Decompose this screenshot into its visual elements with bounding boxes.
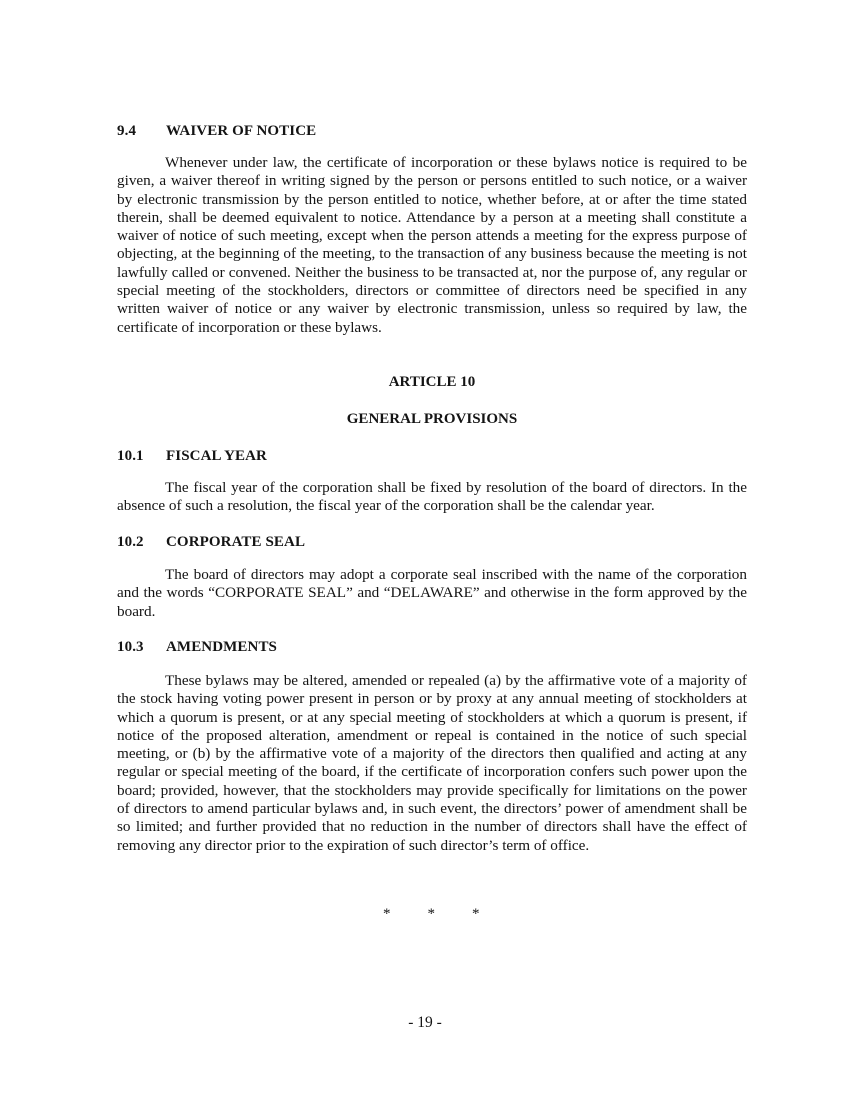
section-9-4-heading [117,123,316,140]
section-10-1-heading [117,448,267,465]
section-number: 10.3 [117,639,144,655]
article-label: ARTICLE 10 [388,374,476,390]
section-10-3-heading [117,639,277,656]
asterisk: * [427,906,435,922]
section-title: FISCAL YEAR [166,448,267,464]
section-10-3-body: These bylaws may be altered, amended or repealed (a) by the affirmative vote of a majority of the stock having voting power present in person or by proxy at any annual meeting of stockholders at which a quorum is present, or at any special meeting of stockholders at which a quorum is present, if notice of the proposed alteration, amendment or repeal is contained in the notice of such special meeting, or (b) by the affirmative vote of a majority of the directors then qualified and acting at any regular or special meeting of the board, if the certificate of incorporation confers such power upon the board; provided, however, that the stockholders may provide specifically for limitations on the power of directors to amend particular bylaws and, in such event, the directors’ power of amendment shall be so limited; and further provided that no reduction in the number of directors shall have the effect of removing any director prior to the expiration of such director’s term of office. [117,672,747,854]
article-title: GENERAL PROVISIONS [346,411,518,427]
section-number: 10.1 [117,448,144,464]
section-number: 10.2 [117,534,144,550]
section-title: CORPORATE SEAL [166,534,306,550]
section-number: 9.4 [117,123,137,139]
section-10-2-heading [117,534,305,551]
asterisk: * [383,906,391,922]
end-of-document-marks [383,906,480,923]
section-10-1-body: The fiscal year of the corporation shall be fixed by resolution of the board of directors. In the absence of such a resolution, the fiscal year of the corporation shall be the calendar year. [117,479,747,515]
section-title: AMENDMENTS [166,639,278,655]
page-number: - 19 - [408,1014,442,1031]
asterisk: * [472,906,480,922]
section-9-4-body: Whenever under law, the certificate of incorporation or these bylaws notice is required to be given, a waiver thereof in writing signed by the person or persons entitled to such notice, or a waiver by electronic transmission by the person entitled to notice, whether before, at or after the time stated therein, shall be deemed equivalent to notice. Attendance by a person at a meeting shall constitute a waiver of notice of such meeting, except when the person attends a meeting for the express purpose of objecting, at the beginning of the meeting, to the transaction of any business because the meeting is not lawfully called or convened. Neither the business to be transacted at, nor the purpose of, any regular or special meeting of the stockholders, directors or committee of directors need be specified in any written waiver of notice or any waiver by electronic transmission, unless so required by law, the certificate of incorporation or these bylaws. [117,154,747,336]
section-10-2-body: The board of directors may adopt a corporate seal inscribed with the name of the corporation and the words “CORPORATE SEAL” and “DELAWARE” and otherwise in the form approved by the board. [117,566,747,620]
section-title: WAIVER OF NOTICE [166,123,317,139]
